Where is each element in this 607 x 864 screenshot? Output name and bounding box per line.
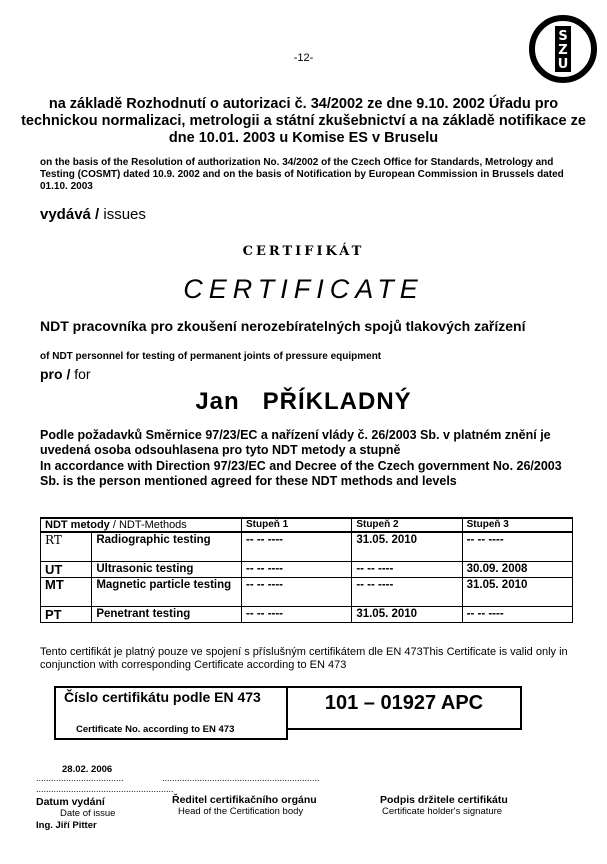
issue-date: 28.02. 2006 [62,764,113,775]
method-code: UT [41,562,92,578]
certificate-number-label-en: Certificate No. according to EN 473 [76,724,235,735]
date-signature-line: ................................... [36,773,124,783]
level-1-date: -- -- ---- [241,532,351,562]
level-2-date: 31.05. 2010 [352,532,462,562]
director-label-cz: Ředitel certifikačního orgánu [172,794,317,806]
level-1-date: -- -- ---- [241,562,351,578]
logo-letter-s: S [558,29,568,44]
validity-note: Tento certifikát je platný pouze ve spojení s příslušným certifikátem dle EN 473This Certificate is valid only in conjunction with corresponding Certificate according to EN 473 [40,646,568,671]
header-level-2: Stupeň 2 [352,518,462,532]
method-name: Magnetic particle testing [92,578,242,607]
level-3-date: -- -- ---- [462,532,572,562]
level-3-date: 31.05. 2010 [462,578,572,607]
issues-cz: vydává / [40,206,100,223]
level-2-date: 31.05. 2010 [352,607,462,623]
level-2-date: -- -- ---- [352,562,462,578]
director-signature-line: ............................................................... [162,773,320,783]
requirements-cz: Podle požadavků Směrnice 97/23/EC a nařízení vlády č. 26/2003 Sb. v platném znění je uvedená osoba odsouhlasena pro tyto NDT metody a stupně [40,428,551,457]
date-label-en: Date of issue [60,808,116,819]
page-number: -12- [293,52,314,64]
logo-letter-z: Z [558,43,568,58]
method-code: RT [41,532,92,562]
header-level-3: Stupeň 3 [462,518,572,532]
method-name: Penetrant testing [92,607,242,623]
table-row [41,607,573,623]
certificate-number-label-box [54,686,288,740]
table-row [41,532,573,562]
method-code: MT [41,578,92,607]
table-row [41,578,573,607]
holder-signature-label-en: Certificate holder's signature [382,806,503,817]
table-row [41,562,573,578]
level-1-date: -- -- ---- [241,607,351,623]
certificate-title-cz: CERTIFIKÁT [242,244,365,259]
holder-signature-label-cz: Podpis držitele certifikátu [380,794,508,806]
method-name: Ultrasonic testing [92,562,242,578]
issues-en: issues [99,206,146,223]
signer-signature-line: ....................................................... [36,784,174,794]
holder-name-text: Jan PŘÍKLADNÝ [195,388,412,415]
certificate-number-value-box [286,686,522,730]
subject-cz: NDT pracovníka pro zkoušení nerozebíratelných spojů tlakových zařízení [40,318,526,334]
certificate-number-label-cz: Číslo certifikátu podle EN 473 [64,689,261,705]
requirements-en: In accordance with Direction 97/23/EC and Decree of the Czech government No. 26/2003 Sb. is the person mentioned agreed for these NDT methods and levels [40,459,562,488]
for-cz: pro / [40,366,71,382]
level-2-date: -- -- ---- [352,578,462,607]
holder-name [0,388,607,416]
table-header-row [41,518,573,532]
header-methods [41,518,242,532]
date-label-cz: Datum vydání [36,796,105,808]
logo-letter-u: U [557,57,569,72]
authorization-text-cz: na základě Rozhodnutí o autorizaci č. 34/2002 ze dne 9.10. 2002 Úřadu pro technickou normalizaci, metrologii a státní zkušebnictví a na základě notifikace ze dne 10.01. 2003 u Komise ES v Bruselu [21,96,586,146]
subject-en: of NDT personnel for testing of permanent joints of pressure equipment [40,351,382,362]
for-en: for [70,366,91,382]
certificate-number-value: 101 – 01927 APC [324,692,484,714]
level-1-date: -- -- ---- [241,578,351,607]
method-code: PT [41,607,92,623]
szu-certification-logo-icon [528,14,598,84]
certificate-title-en: CERTIFICATE [183,274,424,304]
header-level-1: Stupeň 1 [241,518,351,532]
for-line [40,366,91,382]
method-name: Radiographic testing [92,532,242,562]
header-methods-cz: NDT metody [45,519,110,531]
ndt-methods-table [40,517,573,623]
header-methods-en: / NDT-Methods [109,519,187,531]
authorization-text-en: on the basis of the Resolution of authorization No. 34/2002 of the Czech Office for Standards, Metrology and Testing (COSMT) dated 10.9. 2002 and on the basis of Notification by European Commission in Brussels dated 01.10. 2003 [40,157,564,192]
level-3-date: -- -- ---- [462,607,572,623]
level-3-date: 30.09. 2008 [462,562,572,578]
issues-line [40,206,146,223]
director-label-en: Head of the Certification body [178,806,304,817]
signer-name: Ing. Jiří Pitter [36,820,97,831]
